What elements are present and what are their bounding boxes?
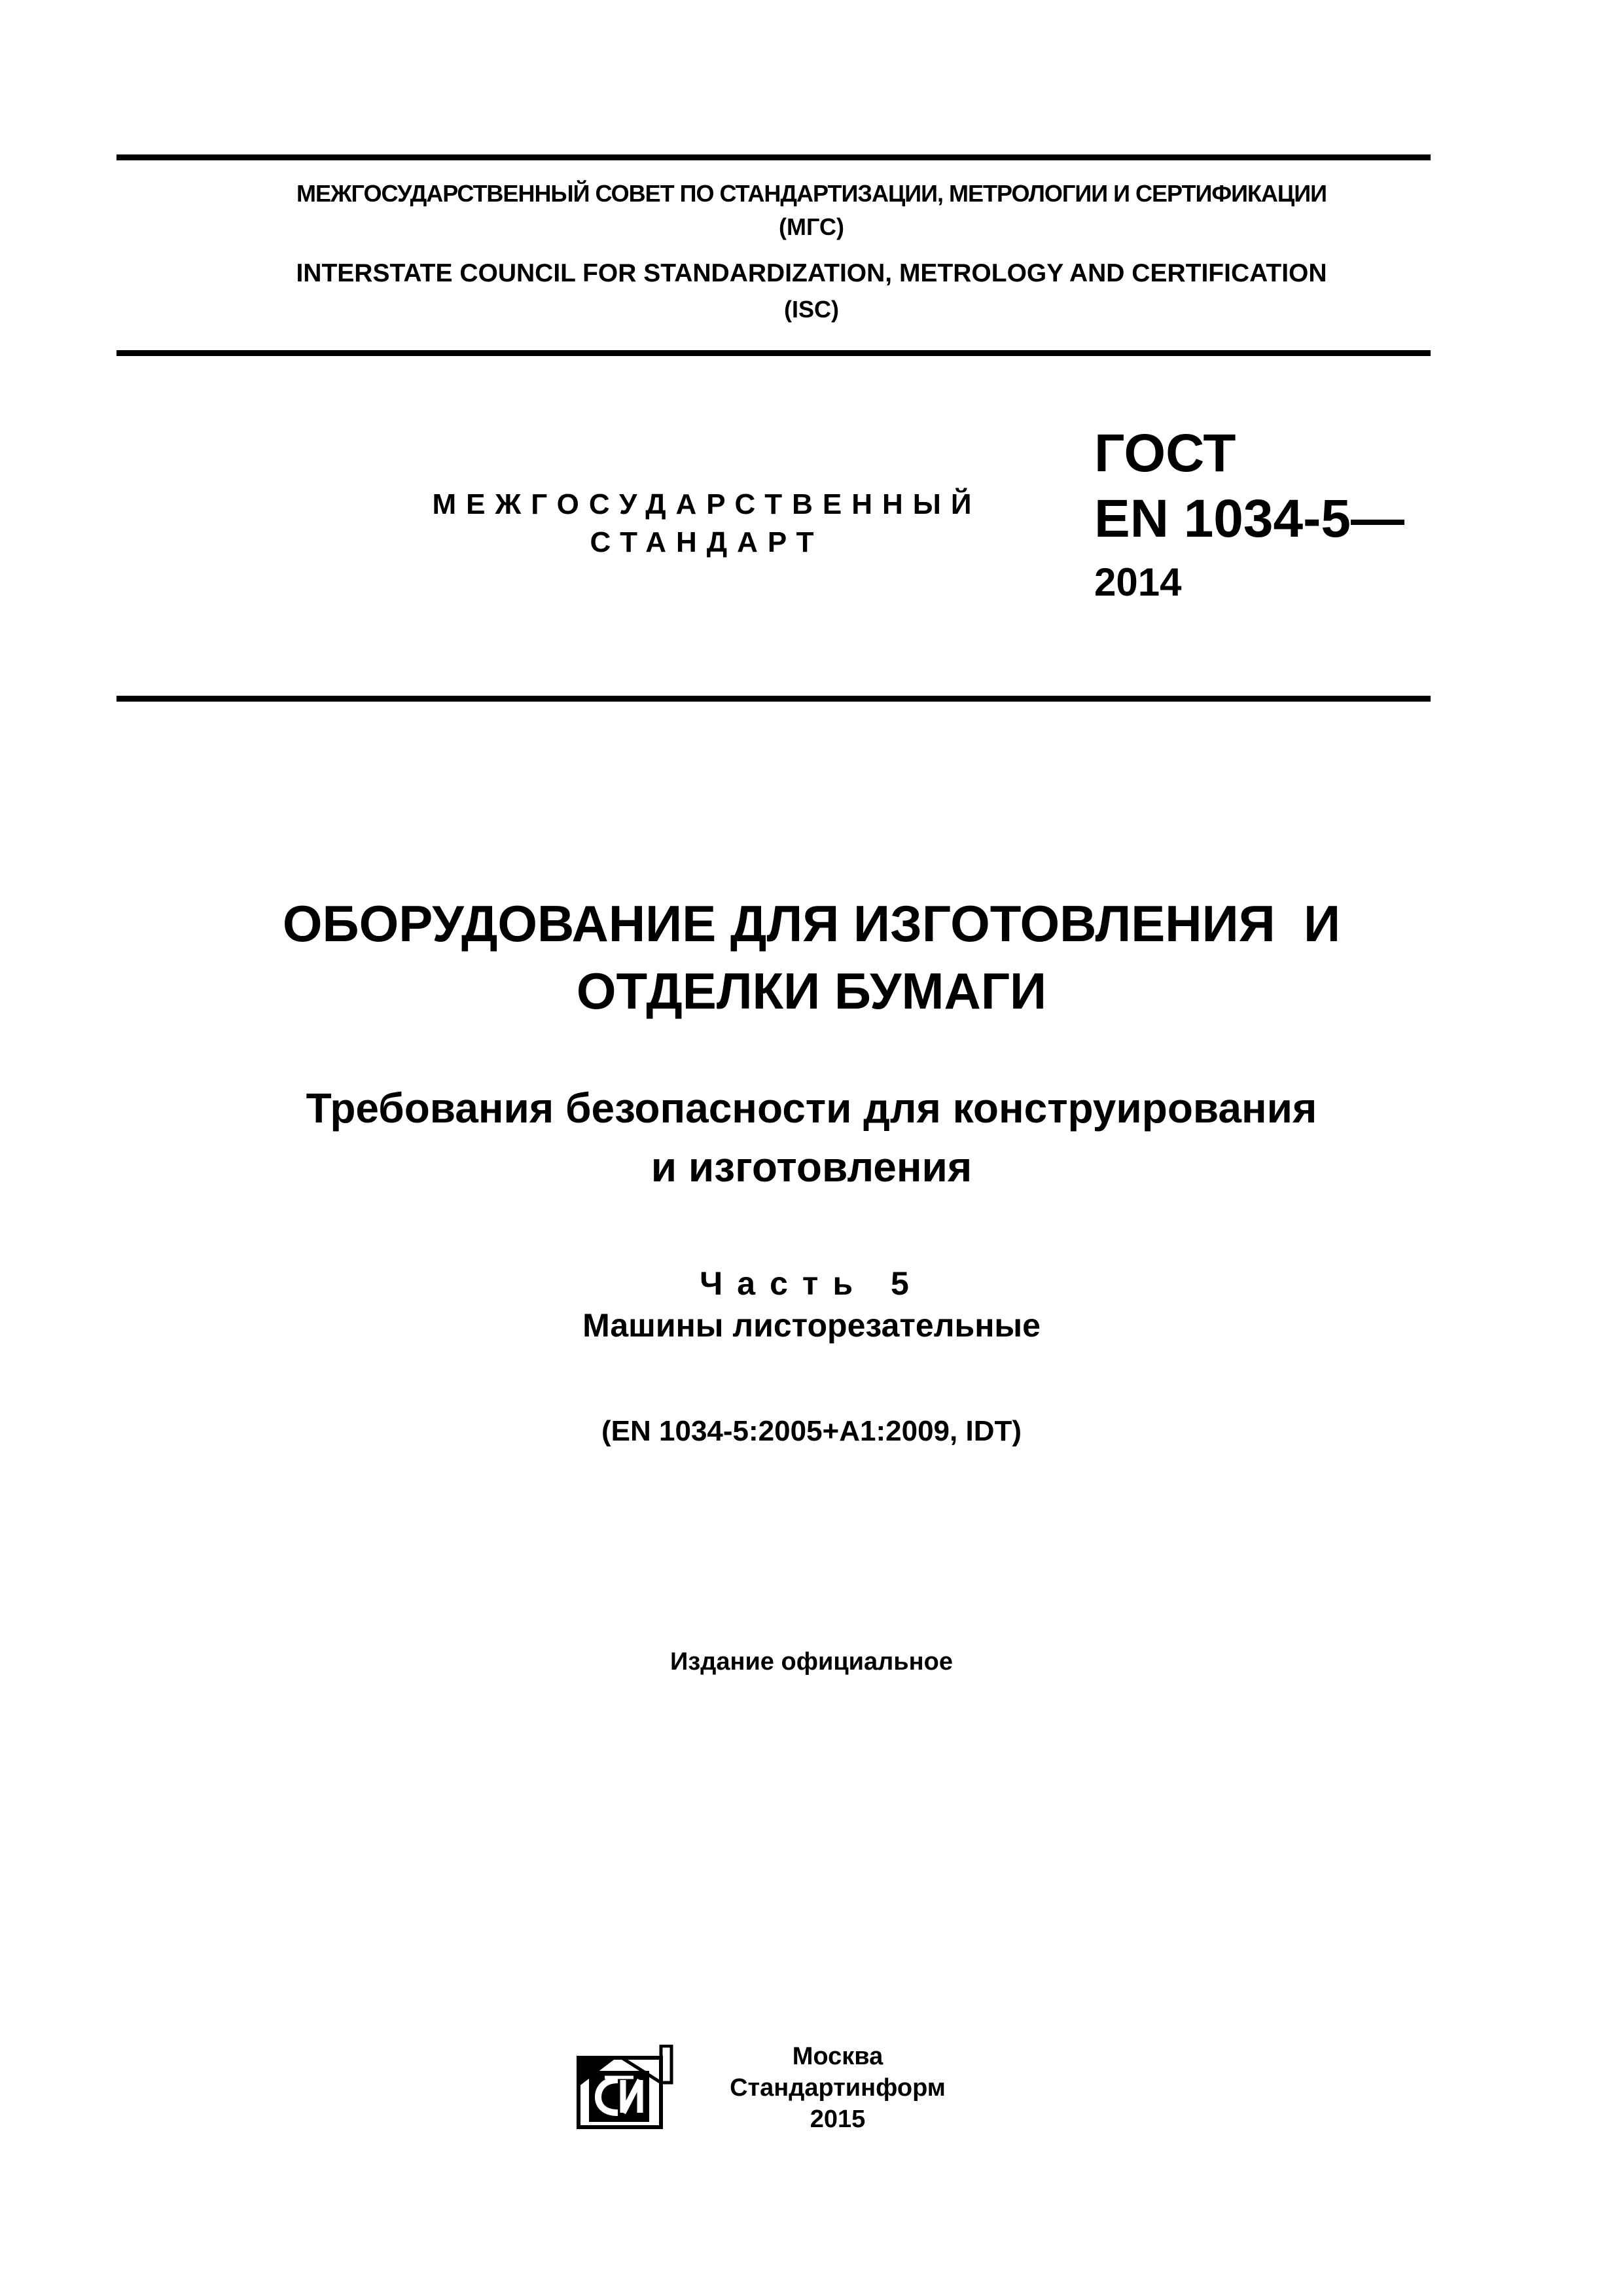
- part-name: Машины листорезательные: [582, 1307, 1041, 1344]
- imprint-year: 2015: [810, 2106, 866, 2133]
- part-label: Часть 5: [700, 1265, 923, 1302]
- imprint: [687, 2041, 988, 2135]
- document-subtitle-line2: и изготовления: [651, 1143, 972, 1191]
- council-name-ru: МЕЖГОСУДАРСТВЕННЫЙ СОВЕТ ПО СТАНДАРТИЗАЦИИ, МЕТРОЛОГИИ И СЕРТИФИКАЦИИ: [296, 180, 1327, 207]
- gost-prefix: ГОСТ: [1094, 423, 1236, 483]
- council-abbr-ru: (МГС): [779, 213, 844, 240]
- council-name-en: INTERSTATE COUNCIL FOR STANDARDIZATION, METROLOGY AND CERTIFICATION: [296, 259, 1327, 287]
- edition-note: Издание официальное: [670, 1648, 953, 1676]
- imprint-city: Москва: [792, 2043, 883, 2070]
- document-title: [0, 890, 1623, 1025]
- top-rule: [116, 154, 1431, 160]
- header-bottom-rule: [116, 350, 1431, 356]
- gost-year: 2014: [1094, 560, 1182, 604]
- document-title-line2: ОТДЕЛКИ БУМАГИ: [576, 962, 1047, 1020]
- standard-type-line1: МЕЖГОСУДАРСТВЕННЫЙ: [432, 488, 982, 520]
- designation-bottom-rule: [116, 696, 1431, 702]
- document-subtitle: [0, 1079, 1623, 1196]
- gost-number: EN 1034-5—: [1094, 489, 1405, 548]
- imprint-publisher: Стандартинформ: [730, 2074, 946, 2102]
- document-title-line1: ОБОРУДОВАНИЕ ДЛЯ ИЗГОТОВЛЕНИЯ И: [282, 895, 1341, 952]
- standard-type-label: [393, 486, 1021, 562]
- council-abbr-en: (ISC): [784, 296, 839, 323]
- standard-type-line2: СТАНДАРТ: [590, 526, 824, 558]
- standartinform-logo-icon: [576, 2045, 674, 2130]
- document-subtitle-line1: Требования безопасности для конструирования: [306, 1085, 1317, 1132]
- identity-reference: (EN 1034-5:2005+A1:2009, IDT): [601, 1415, 1022, 1447]
